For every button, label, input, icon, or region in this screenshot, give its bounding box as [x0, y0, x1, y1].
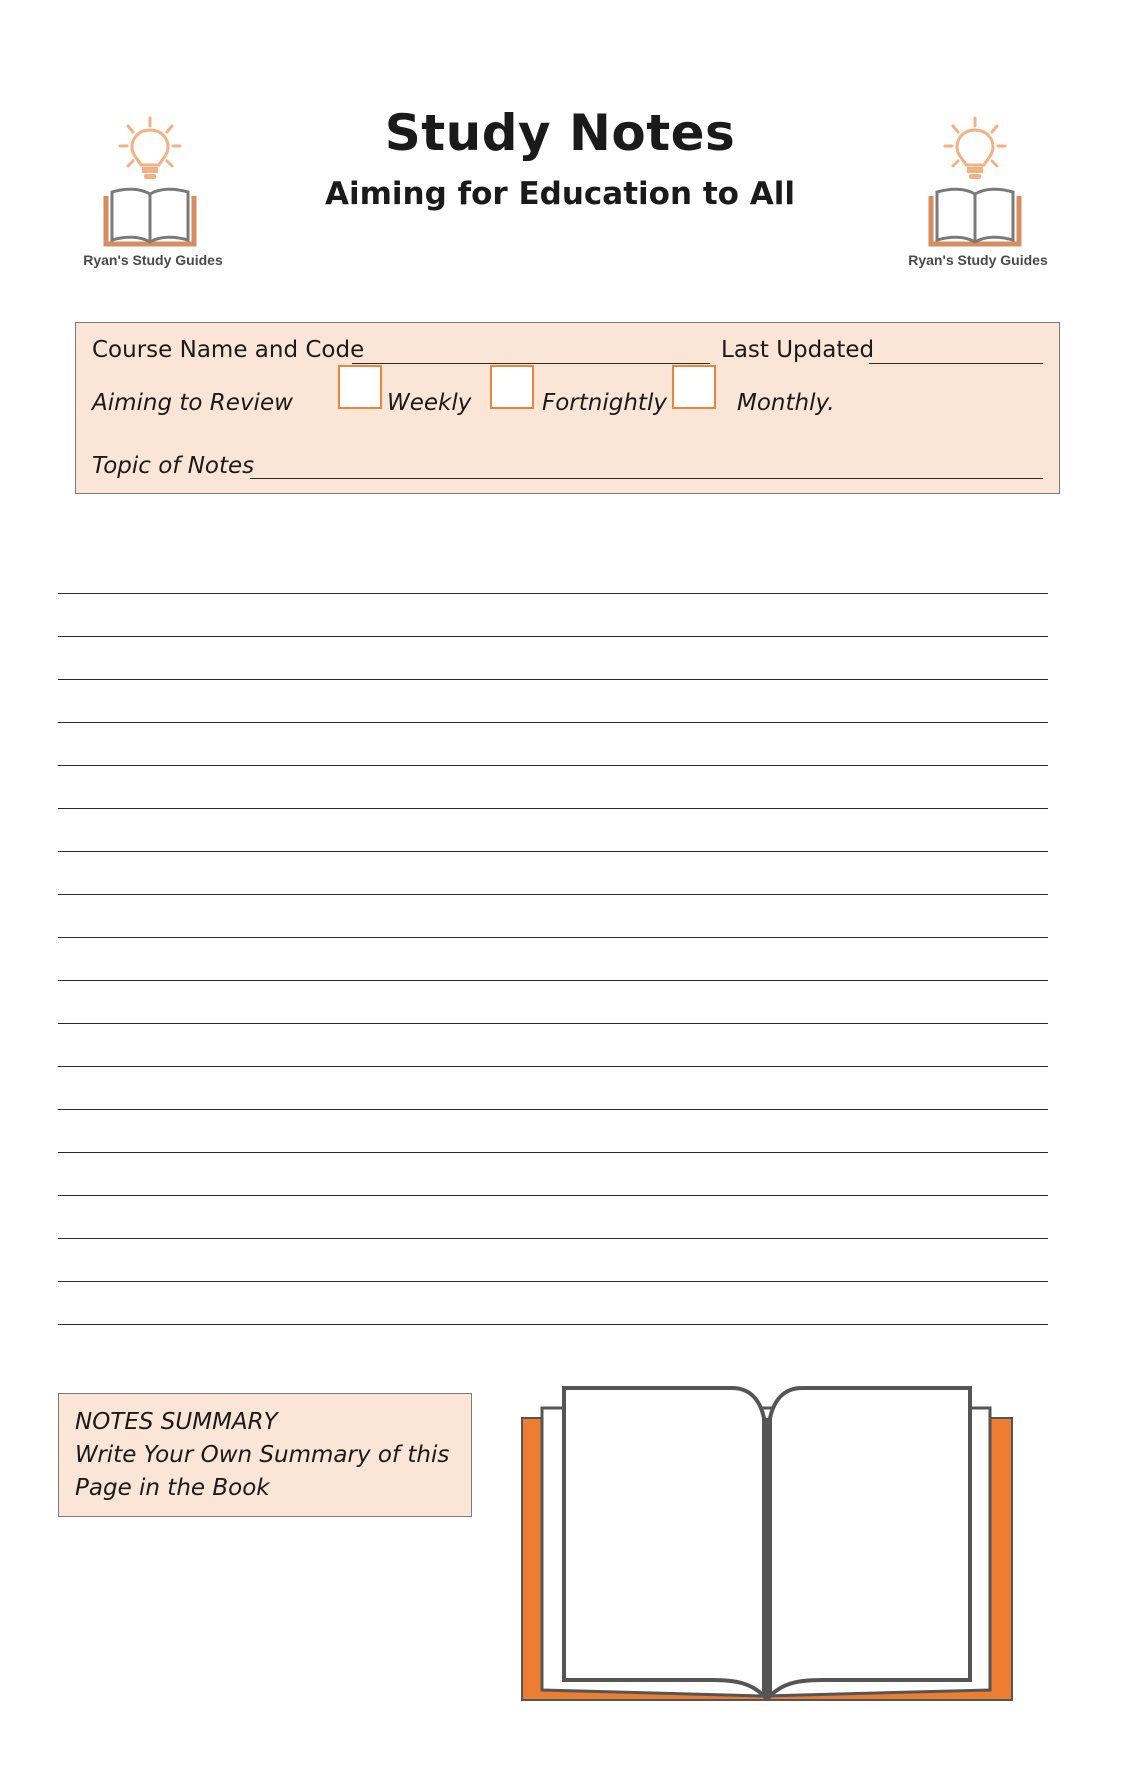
- writing-line[interactable]: [58, 851, 1048, 852]
- writing-line[interactable]: [58, 1109, 1048, 1110]
- brand-logo-right: [893, 110, 1063, 280]
- notes-summary-box[interactable]: [58, 1393, 472, 1517]
- course-info-box: [75, 322, 1060, 494]
- writing-line[interactable]: [58, 679, 1048, 680]
- fortnightly-label: Fortnightly: [542, 390, 667, 416]
- review-label: Aiming to Review: [92, 390, 293, 416]
- weekly-checkbox[interactable]: [338, 365, 382, 409]
- writing-line[interactable]: [58, 1195, 1048, 1196]
- writing-line[interactable]: [58, 1066, 1048, 1067]
- writing-line[interactable]: [58, 1324, 1048, 1325]
- logo-caption: Ryan's Study Guides: [83, 252, 223, 268]
- lightbulb-book-icon: [893, 110, 1063, 250]
- open-book-icon: [512, 1378, 1022, 1708]
- writing-line[interactable]: [58, 1281, 1048, 1282]
- brand-logo-left: [68, 110, 238, 280]
- writing-line[interactable]: [58, 765, 1048, 766]
- writing-line[interactable]: [58, 593, 1048, 594]
- fortnightly-checkbox[interactable]: [490, 365, 534, 409]
- writing-line[interactable]: [58, 636, 1048, 637]
- course-name-field[interactable]: [352, 363, 710, 364]
- writing-line[interactable]: [58, 980, 1048, 981]
- monthly-label: Monthly.: [737, 390, 835, 416]
- writing-line[interactable]: [58, 894, 1048, 895]
- writing-line[interactable]: [58, 1023, 1048, 1024]
- monthly-checkbox[interactable]: [672, 365, 716, 409]
- summary-instruction-line: Page in the Book: [75, 1475, 270, 1501]
- page-subtitle: Aiming for Education to All: [325, 176, 795, 212]
- writing-line[interactable]: [58, 1152, 1048, 1153]
- writing-line[interactable]: [58, 937, 1048, 938]
- weekly-label: Weekly: [387, 390, 472, 416]
- logo-caption: Ryan's Study Guides: [908, 252, 1048, 268]
- topic-label: Topic of Notes: [92, 453, 255, 479]
- lightbulb-book-icon: [68, 110, 238, 250]
- writing-line[interactable]: [58, 808, 1048, 809]
- page-title: Study Notes: [384, 104, 736, 162]
- last-updated-field[interactable]: [869, 363, 1043, 364]
- summary-heading: NOTES SUMMARY: [75, 1409, 278, 1435]
- last-updated-label: Last Updated: [721, 337, 875, 363]
- writing-line[interactable]: [58, 1238, 1048, 1239]
- summary-instruction-line: Write Your Own Summary of this: [75, 1442, 450, 1468]
- topic-field[interactable]: [250, 478, 1043, 479]
- course-name-label: Course Name and Code: [92, 337, 365, 363]
- writing-line[interactable]: [58, 722, 1048, 723]
